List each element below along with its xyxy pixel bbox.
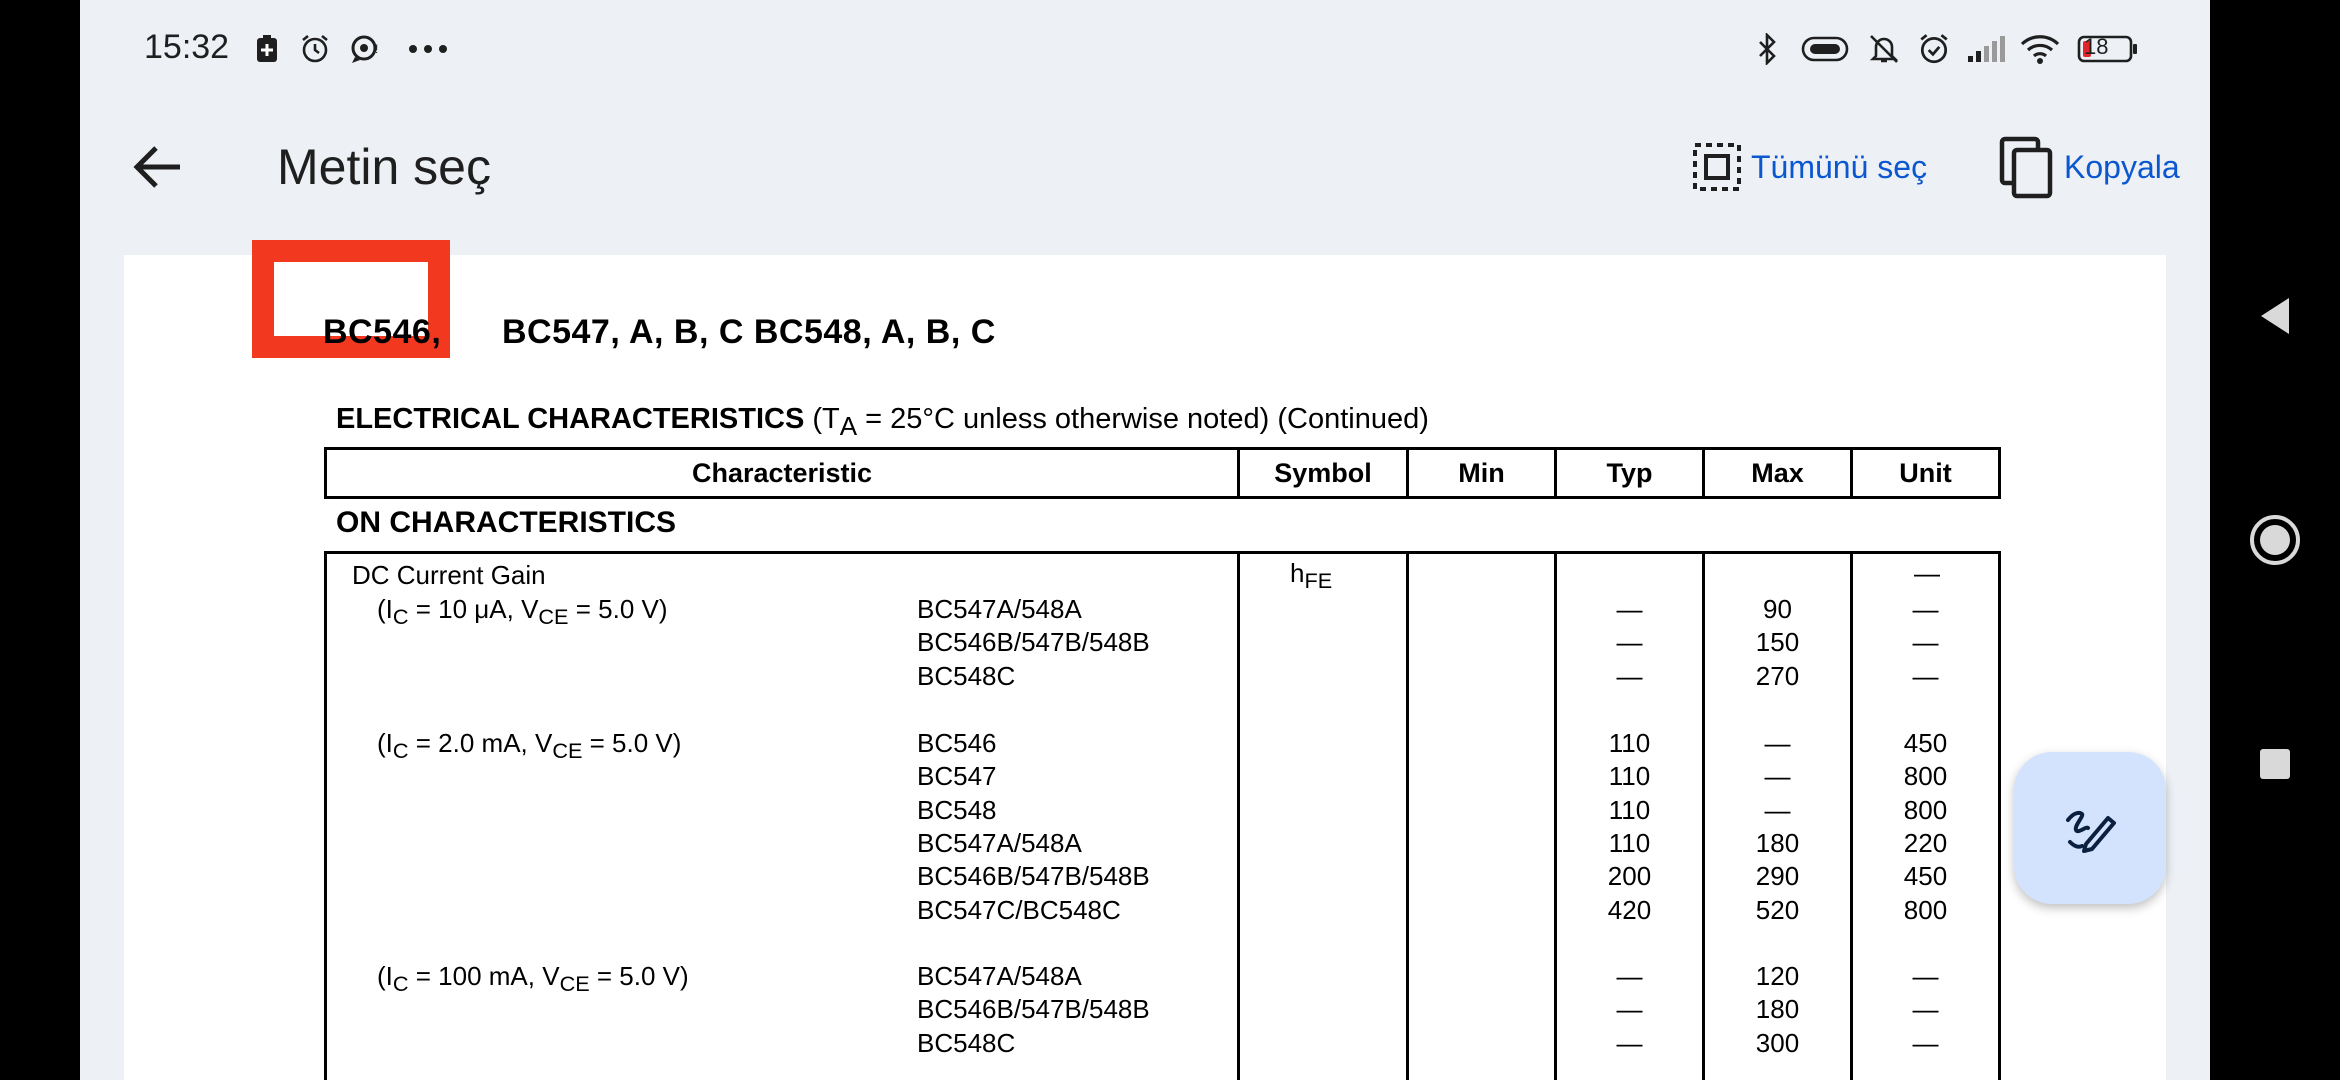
row-device[interactable]: BC548C	[917, 1028, 1016, 1058]
heading-text[interactable]: BC547, A, B, C BC548, A, B, C	[502, 313, 996, 351]
row-typ[interactable]: 520	[1755, 895, 1800, 925]
row-max[interactable]: 220	[1903, 828, 1948, 858]
signal-icon	[1964, 30, 2008, 68]
cond-sub: C	[392, 604, 409, 630]
ec-condition-sub: A	[839, 410, 858, 441]
column-divider	[1237, 554, 1240, 1080]
back-triangle-icon	[2257, 295, 2293, 337]
row-typ[interactable]: 150	[1755, 627, 1800, 657]
row-max[interactable]: —	[1912, 661, 1939, 691]
row-typ[interactable]: —	[1764, 795, 1791, 825]
row-min[interactable]: —	[1616, 627, 1643, 657]
row-typ[interactable]: 180	[1755, 994, 1800, 1024]
cond-sub: C	[392, 971, 409, 997]
recents-square-icon	[2258, 747, 2292, 781]
navigation-bar	[2210, 0, 2340, 1080]
wifi-icon	[2018, 30, 2062, 68]
more-dots-icon	[408, 30, 448, 68]
symbol-sub: FE	[1304, 568, 1333, 594]
cond-post: = 5.0 V)	[582, 728, 682, 758]
header-max: Max	[1705, 450, 1853, 496]
electrical-characteristics-title[interactable]	[336, 403, 1429, 442]
row-min[interactable]: 110	[1608, 795, 1651, 825]
document-page	[124, 255, 2166, 1080]
condition-1[interactable]	[377, 594, 668, 630]
edit-fab-button[interactable]	[2014, 752, 2166, 904]
select-all-label: Tümünü seç	[1751, 148, 1928, 185]
row-device[interactable]: BC548C	[917, 661, 1016, 691]
back-button[interactable]	[120, 130, 194, 204]
header-typ: Typ	[1557, 450, 1705, 496]
row-max[interactable]: —	[1912, 627, 1939, 657]
row-min[interactable]: —	[1616, 1028, 1643, 1058]
table-header	[324, 447, 2001, 499]
row-min[interactable]: 110	[1608, 728, 1651, 758]
arrow-back-icon	[132, 145, 182, 189]
cond-mid: = 100 mA, V	[408, 961, 560, 991]
cond-sub: CE	[552, 738, 583, 764]
cond-pre: (I	[377, 594, 393, 624]
row-max[interactable]: —	[1912, 961, 1939, 991]
row-device[interactable]: BC548	[917, 795, 997, 825]
row-typ[interactable]: 90	[1763, 594, 1792, 624]
cond-sub: C	[392, 738, 409, 764]
row-typ[interactable]: 270	[1755, 661, 1800, 691]
row-typ[interactable]: —	[1764, 761, 1791, 791]
page-title: Metin seç	[277, 139, 491, 195]
column-divider	[1406, 554, 1409, 1080]
condition-2[interactable]	[377, 728, 681, 764]
row-min[interactable]: —	[1616, 994, 1643, 1024]
ec-condition-open: (T	[812, 403, 840, 435]
edit-text-icon	[2060, 798, 2120, 858]
header-symbol: Symbol	[1240, 450, 1409, 496]
param-name[interactable]: DC Current Gain	[352, 560, 546, 590]
alarm-icon-2	[1916, 30, 1952, 68]
row-max[interactable]: 450	[1903, 861, 1948, 891]
row-max[interactable]: —	[1912, 1028, 1939, 1058]
cond-mid: = 10 μA, V	[408, 594, 539, 624]
copy-button[interactable]	[1998, 130, 2180, 204]
heading-selected-text[interactable]: BC546,	[323, 313, 442, 351]
bluetooth-icon	[1752, 30, 1782, 68]
app-bar	[80, 80, 2210, 255]
status-time: 15:32	[144, 28, 230, 66]
row-max[interactable]: —	[1912, 994, 1939, 1024]
unit-value[interactable]: —	[1914, 558, 1940, 588]
battery-level: 18	[2084, 34, 2109, 59]
row-device[interactable]: BC546B/547B/548B	[917, 994, 1150, 1024]
row-device[interactable]: BC547A/548A	[917, 828, 1082, 858]
header-unit: Unit	[1899, 457, 1952, 488]
cond-pre: (I	[377, 961, 393, 991]
row-typ[interactable]: 290	[1755, 861, 1800, 891]
row-min[interactable]: 110	[1608, 761, 1651, 791]
nav-recents-button[interactable]	[2210, 714, 2340, 814]
bell-off-icon	[1866, 30, 1902, 68]
table-body	[324, 551, 2001, 1080]
row-min[interactable]: 200	[1607, 861, 1652, 891]
row-device[interactable]: BC547	[917, 761, 997, 791]
cond-pre: (I	[377, 728, 393, 758]
nav-back-button[interactable]	[2210, 266, 2340, 366]
cond-sub: CE	[559, 971, 590, 997]
chat-bubble-icon	[348, 30, 384, 68]
row-min[interactable]: 420	[1607, 895, 1652, 925]
header-min: Min	[1409, 450, 1557, 496]
row-device[interactable]: BC547C/BC548C	[917, 895, 1121, 925]
copy-label: Kopyala	[2064, 148, 2180, 185]
row-min[interactable]: —	[1616, 961, 1643, 991]
row-min[interactable]: —	[1616, 594, 1643, 624]
cond-sub: CE	[538, 604, 569, 630]
row-device[interactable]: BC546B/547B/548B	[917, 627, 1150, 657]
ec-title: ELECTRICAL CHARACTERISTICS	[336, 403, 805, 435]
battery-saver-icon	[252, 30, 282, 68]
row-device[interactable]: BC546B/547B/548B	[917, 861, 1150, 891]
row-typ[interactable]: 300	[1755, 1028, 1800, 1058]
phone-screen	[80, 0, 2210, 1080]
row-max[interactable]: 450	[1903, 728, 1948, 758]
row-device[interactable]: BC547A/548A	[917, 594, 1082, 624]
header-characteristic: Characteristic	[327, 450, 1240, 496]
symbol-hfe[interactable]	[1290, 558, 1332, 594]
nav-home-button[interactable]	[2210, 490, 2340, 590]
row-max[interactable]: 800	[1903, 895, 1948, 925]
row-max[interactable]: 800	[1903, 761, 1948, 791]
symbol-main: h	[1290, 558, 1305, 588]
copy-icon	[1998, 135, 2056, 199]
cond-post: = 5.0 V)	[568, 594, 668, 624]
cond-mid: = 2.0 mA, V	[408, 728, 553, 758]
row-max[interactable]: 800	[1903, 795, 1948, 825]
row-typ[interactable]: 120	[1755, 961, 1800, 991]
select-all-button[interactable]	[1691, 130, 1927, 204]
row-device[interactable]: BC547A/548A	[917, 961, 1082, 991]
status-bar	[80, 0, 2210, 80]
row-typ[interactable]: 180	[1755, 828, 1800, 858]
home-circle-icon	[2248, 513, 2302, 567]
row-min[interactable]: —	[1616, 661, 1643, 691]
row-device[interactable]: BC546	[917, 728, 997, 758]
condition-3[interactable]	[377, 961, 689, 997]
cond-post: = 5.0 V)	[589, 961, 689, 991]
row-max[interactable]: —	[1912, 594, 1939, 624]
row-min[interactable]: 110	[1608, 828, 1651, 858]
alarm-icon	[298, 30, 332, 68]
svg-text:!: !	[375, 42, 379, 56]
vibrate-icon	[1800, 30, 1850, 68]
section-title[interactable]: ON CHARACTERISTICS	[336, 506, 677, 539]
ec-condition-close: = 25°C unless otherwise noted) (Continued)	[857, 403, 1429, 435]
select-all-icon	[1691, 141, 1743, 193]
row-typ[interactable]: —	[1764, 728, 1791, 758]
